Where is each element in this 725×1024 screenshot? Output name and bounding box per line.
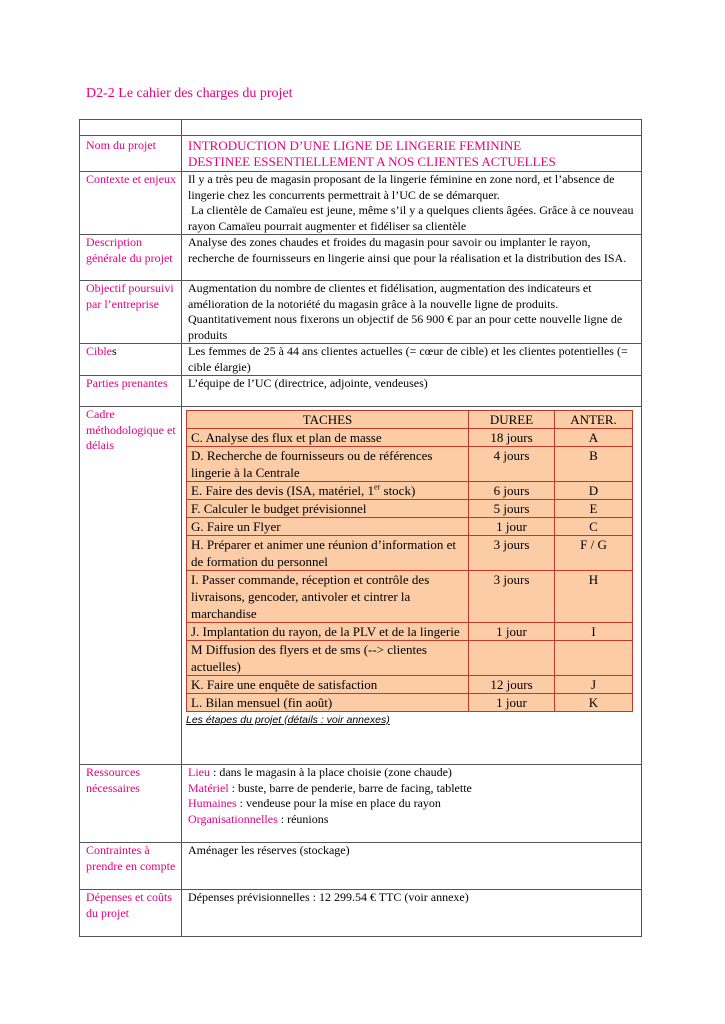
task-anter: F / G [555,536,633,571]
header-anter: ANTER. [555,411,633,429]
task-row [187,429,633,447]
value-contexte [182,172,642,235]
label-ressources: Ressources nécessaires [80,765,182,843]
task-anter: H [555,571,633,623]
value-cadre [182,407,642,765]
task-anter: E [555,500,633,518]
row-description [80,235,642,281]
row-contexte [80,172,642,235]
label-nom-projet: Nom du projet [80,136,182,172]
row-depenses [80,890,642,937]
header-duree: DUREE [469,411,555,429]
task-name [187,482,469,500]
task-name: L. Bilan mensuel (fin août) [187,694,469,712]
header-taches: TACHES [187,411,469,429]
value-cibles: Les femmes de 25 à 44 ans clientes actuelles (= cœur de cible) et les clientes potentielles (= cible élargie) [182,344,642,376]
task-anter [555,641,633,676]
label-depenses: Dépenses et coûts du projet [80,890,182,937]
task-duree: 1 jour [469,694,555,712]
ressource-key: Matériel [188,780,229,795]
specification-table [79,119,642,937]
task-duree: 6 jours [469,482,555,500]
task-name: D. Recherche de fournisseurs ou de références lingerie à la Centrale [187,447,469,482]
ressource-lieu [188,765,637,781]
tasks-caption: Les étapes du projet (détails : voir annexes) [186,714,390,726]
ressource-value: : dans le magasin à la place choisie (zone chaude) [210,765,452,779]
task-duree: 1 jour [469,518,555,536]
tasks-header-row [187,411,633,429]
task-name: H. Préparer et animer une réunion d’information et de formation du personnel [187,536,469,571]
value-ressources [182,765,642,843]
task-row [187,536,633,571]
label-objectif: Objectif poursuivi par l’entreprise [80,281,182,344]
project-title-line2: DESTINEE ESSENTIELLEMENT A NOS CLIENTES ACTUELLES [188,154,556,169]
value-depenses: Dépenses prévisionnelles : 12 299.54 € TTC (voir annexe) [182,890,642,937]
row-objectif [80,281,642,344]
task-anter: A [555,429,633,447]
label-contraintes: Contraintes à prendre en compte [80,843,182,890]
value-objectif [182,281,642,344]
row-nom-projet [80,136,642,172]
tasks-table [186,410,633,712]
row-cadre-methodologique [80,407,642,765]
ressource-key: Humaines [188,796,237,810]
label-description: Description générale du projet [80,235,182,281]
task-row [187,641,633,676]
task-name: I. Passer commande, réception et contrôle des livraisons, gencoder, antivoler et cintrer la marchandise [187,571,469,623]
page-heading: D2-2 Le cahier des charges du projet [86,86,293,101]
ressource-materiel [188,781,637,797]
task-name: M Diffusion des flyers et de sms (--> clientes actuelles) [187,641,469,676]
task-name: K. Faire une enquête de satisfaction [187,676,469,694]
objectif-paragraph-1: Augmentation du nombre de clientes et fidélisation, augmentation des indicateurs et amélioration de la notoriété du magasin grâce à la nouvelle ligne de produits. [188,281,592,311]
task-anter: C [555,518,633,536]
task-anter: J [555,676,633,694]
task-duree: 5 jours [469,500,555,518]
task-name-part: stock) [380,483,416,498]
objectif-paragraph-2: Quantitativement nous fixerons un objectif de 56 900 € par an pour cette nouvelle ligne de produits [188,312,623,342]
task-row [187,694,633,712]
task-duree: 12 jours [469,676,555,694]
value-nom-projet [182,136,642,172]
ressource-key: Organisationnelles [188,811,278,826]
row-contraintes [80,843,642,890]
label-cibles-a: Cible [86,344,112,358]
task-duree: 4 jours [469,447,555,482]
label-cibles-b: s [112,344,117,358]
task-name-superscript: er [374,482,381,492]
row-ressources [80,765,642,843]
task-name-part: E. Faire des devis (ISA, matériel, 1 [191,483,375,498]
task-duree: 1 jour [469,623,555,641]
label-contexte: Contexte et enjeux [80,172,182,235]
ressource-key: Lieu [188,765,210,779]
row-parties-prenantes [80,376,642,407]
label-parties-prenantes: Parties prenantes [80,376,182,407]
task-duree: 3 jours [469,536,555,571]
ressource-value: : réunions [277,811,329,826]
empty-header-row [80,120,642,136]
task-anter: B [555,447,633,482]
ressource-humaines [188,796,637,812]
ressource-organisationnelles [188,812,637,828]
task-duree: 18 jours [469,429,555,447]
task-anter: K [555,694,633,712]
value-description: Analyse des zones chaudes et froides du magasin pour savoir ou implanter le rayon, recherche de fournisseurs en lingerie ainsi que pour la réalisation et la distribution des ISA. [182,235,642,281]
ressource-value: : vendeuse pour la mise en place du rayon [236,796,441,810]
task-name: G. Faire un Flyer [187,518,469,536]
contexte-paragraph-2: La clientèle de Camaïeu est jeune, même s’il y a quelques clients âgées. Grâce à ce nouveau rayon Camaïeu pourrait augmenter et fidéliser sa clientèle [188,203,637,233]
value-contraintes: Aménager les réserves (stockage) [182,843,642,890]
task-row [187,482,633,500]
value-parties-prenantes: L’équipe de l’UC (directrice, adjointe, vendeuses) [182,376,642,407]
task-duree: 3 jours [469,571,555,623]
task-row [187,571,633,623]
label-cibles [80,344,182,376]
task-row [187,676,633,694]
task-anter: D [555,482,633,500]
task-duree [469,641,555,676]
label-cadre: Cadre méthodologique et délais [80,407,182,765]
task-anter: I [555,623,633,641]
task-row [187,518,633,536]
task-row [187,500,633,518]
project-title-line1: INTRODUCTION D’UNE LIGNE DE LINGERIE FEMININE [188,138,522,153]
task-name: J. Implantation du rayon, de la PLV et de la lingerie [187,623,469,641]
task-row [187,623,633,641]
row-cibles [80,344,642,376]
task-name: C. Analyse des flux et plan de masse [187,429,469,447]
contexte-paragraph-1: Il y a très peu de magasin proposant de la lingerie féminine en zone nord, et l’absence de lingerie chez les concurrents permettrait à l’UC de se démarquer. [188,172,615,202]
task-name: F. Calculer le budget prévisionnel [187,500,469,518]
task-row [187,447,633,482]
ressource-value: : buste, barre de penderie, barre de facing, tablette [228,780,472,795]
